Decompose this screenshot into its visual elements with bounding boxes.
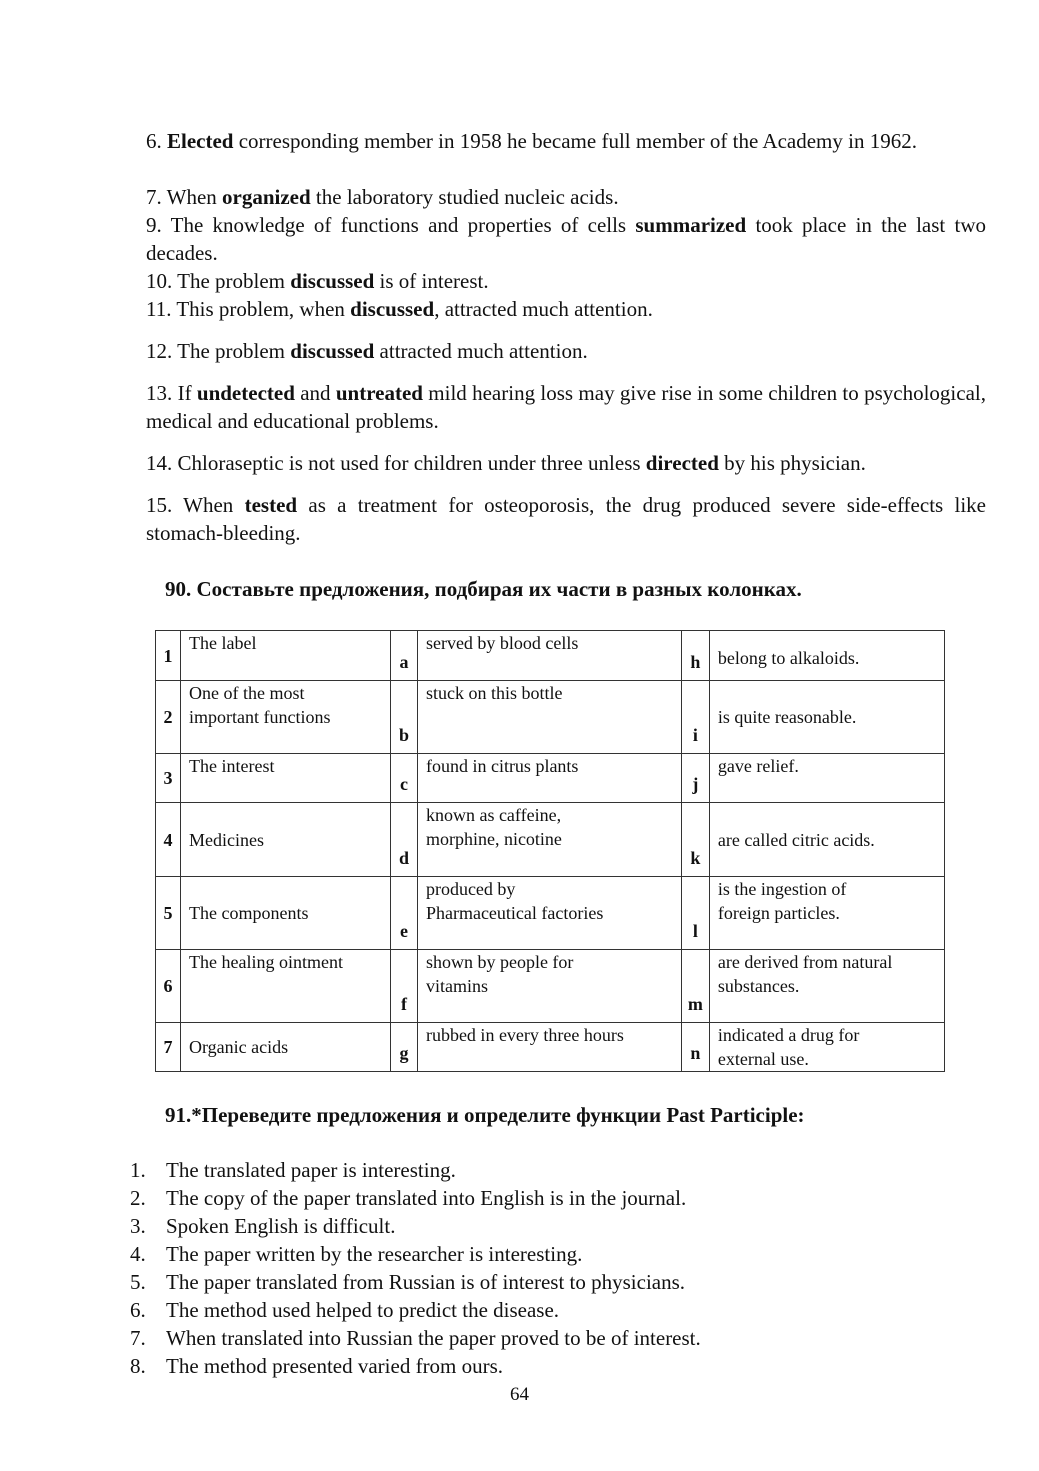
subject-cell: Organic acids: [181, 1023, 391, 1072]
subject-cell: The components: [181, 877, 391, 950]
sentence-10: 10. The problem discussed is of interest.: [146, 269, 489, 293]
letter-cell: k: [681, 803, 709, 877]
emphasized-participle: undetected: [196, 381, 295, 405]
emphasized-participle: summarized: [635, 213, 747, 237]
list-item-text: The paper translated from Russian is of interest to physicians.: [166, 1270, 686, 1294]
letter-cell: b: [390, 681, 417, 754]
matching-table: [155, 630, 945, 1072]
predicate-cell: are derived from natural substances.: [709, 950, 944, 1023]
row-number: 4: [156, 803, 181, 877]
table-row: [156, 877, 945, 950]
letter-cell: l: [681, 877, 709, 950]
row-number: 1: [156, 631, 181, 681]
participle-phrase-cell: produced by Pharmaceutical factories: [417, 877, 681, 950]
letter-cell: d: [390, 803, 417, 877]
page-number: 64: [510, 1384, 529, 1405]
table-row: [156, 754, 945, 803]
sentence-9: 9. The knowledge of functions and properties of cells summarized took place in the last two decades.: [146, 213, 986, 265]
row-number: 2: [156, 681, 181, 754]
letter-cell: a: [390, 631, 417, 681]
row-number: 6: [156, 950, 181, 1023]
table-row: [156, 950, 945, 1023]
list-item-number: 7.: [130, 1326, 146, 1350]
list-item-text: The paper written by the researcher is interesting.: [166, 1242, 583, 1266]
letter-cell: m: [681, 950, 709, 1023]
exercise-90-heading: 90. Составьте предложения, подбирая их части в разных колонках.: [165, 577, 802, 601]
list-item: [130, 1324, 701, 1352]
row-number: 7: [156, 1023, 181, 1072]
sentence-6: 6. Elected corresponding member in 1958 he became full member of the Academy in 1962.: [146, 129, 917, 153]
subject-cell: Medicines: [181, 803, 391, 877]
sentence-7: 7. When organized the laboratory studied nucleic acids.: [146, 185, 619, 209]
predicate-cell: are called citric acids.: [709, 803, 944, 877]
list-item: [130, 1296, 701, 1324]
list-item-number: 3.: [130, 1214, 146, 1238]
emphasized-participle: discussed: [290, 269, 375, 293]
list-item-text: The method used helped to predict the disease.: [166, 1298, 560, 1322]
list-item-text: The translated paper is interesting.: [166, 1158, 456, 1182]
participle-phrase-cell: stuck on this bottle: [417, 681, 681, 754]
list-item-number: 6.: [130, 1298, 146, 1322]
predicate-cell: gave relief.: [709, 754, 944, 803]
sentence-12: 12. The problem discussed attracted much attention.: [146, 339, 588, 363]
table-row: [156, 1023, 945, 1072]
letter-cell: c: [390, 754, 417, 803]
emphasized-participle: discussed: [350, 297, 435, 321]
list-item: [130, 1184, 701, 1212]
emphasized-participle: Elected: [167, 129, 234, 153]
letter-cell: j: [681, 754, 709, 803]
sentence-11: 11. This problem, when discussed, attracted much attention.: [146, 297, 653, 321]
subject-cell: The healing ointment: [181, 950, 391, 1023]
emphasized-participle: tested: [244, 493, 298, 517]
subject-cell: The label: [181, 631, 391, 681]
letter-cell: n: [681, 1023, 709, 1072]
emphasized-participle: discussed: [290, 339, 375, 363]
predicate-cell: is the ingestion of foreign particles.: [709, 877, 944, 950]
list-item-text: When translated into Russian the paper proved to be of interest.: [166, 1326, 701, 1350]
participle-phrase-cell: shown by people for vitamins: [417, 950, 681, 1023]
list-item: [130, 1352, 701, 1380]
list-item-text: The copy of the paper translated into English is in the journal.: [166, 1186, 687, 1210]
emphasized-participle: directed: [645, 451, 719, 475]
list-item: [130, 1212, 701, 1240]
list-item-number: 4.: [130, 1242, 146, 1266]
letter-cell: e: [390, 877, 417, 950]
list-item-text: The method presented varied from ours.: [166, 1354, 504, 1378]
exercise-91-heading: 91.*Переведите предложения и определите функции Past Participle:: [165, 1103, 805, 1127]
participle-phrase-cell: served by blood cells: [417, 631, 681, 681]
subject-cell: One of the most important functions: [181, 681, 391, 754]
row-number: 3: [156, 754, 181, 803]
table-row: [156, 631, 945, 681]
list-item-number: 5.: [130, 1270, 146, 1294]
letter-cell: g: [390, 1023, 417, 1072]
table-row: [156, 803, 945, 877]
participle-phrase-cell: known as caffeine, morphine, nicotine: [417, 803, 681, 877]
subject-cell: The interest: [181, 754, 391, 803]
predicate-cell: is quite reasonable.: [709, 681, 944, 754]
sentence-14: 14. Chloraseptic is not used for children under three unless directed by his physician.: [146, 451, 866, 475]
list-item: [130, 1240, 701, 1268]
table-row: [156, 681, 945, 754]
list-item-number: 8.: [130, 1354, 146, 1378]
list-item: [130, 1268, 701, 1296]
letter-cell: h: [681, 631, 709, 681]
sentence-13: 13. If undetected and untreated mild hearing loss may give rise in some children to psychological, medical and educational problems.: [146, 381, 986, 433]
sentence-15: 15. When tested as a treatment for osteoporosis, the drug produced severe side-effects like stomach-bleeding.: [146, 493, 986, 545]
emphasized-participle: organized: [222, 185, 311, 209]
letter-cell: i: [681, 681, 709, 754]
list-item-number: 1.: [130, 1158, 146, 1182]
list-item-number: 2.: [130, 1186, 146, 1210]
row-number: 5: [156, 877, 181, 950]
list-item: [130, 1156, 701, 1184]
emphasized-participle: untreated: [335, 381, 423, 405]
participle-phrase-cell: found in citrus plants: [417, 754, 681, 803]
participle-phrase-cell: rubbed in every three hours: [417, 1023, 681, 1072]
predicate-cell: indicated a drug for external use.: [709, 1023, 944, 1072]
list-item-text: Spoken English is difficult.: [166, 1214, 396, 1238]
letter-cell: f: [390, 950, 417, 1023]
predicate-cell: belong to alkaloids.: [709, 631, 944, 681]
exercise-91-list: [130, 1156, 701, 1380]
